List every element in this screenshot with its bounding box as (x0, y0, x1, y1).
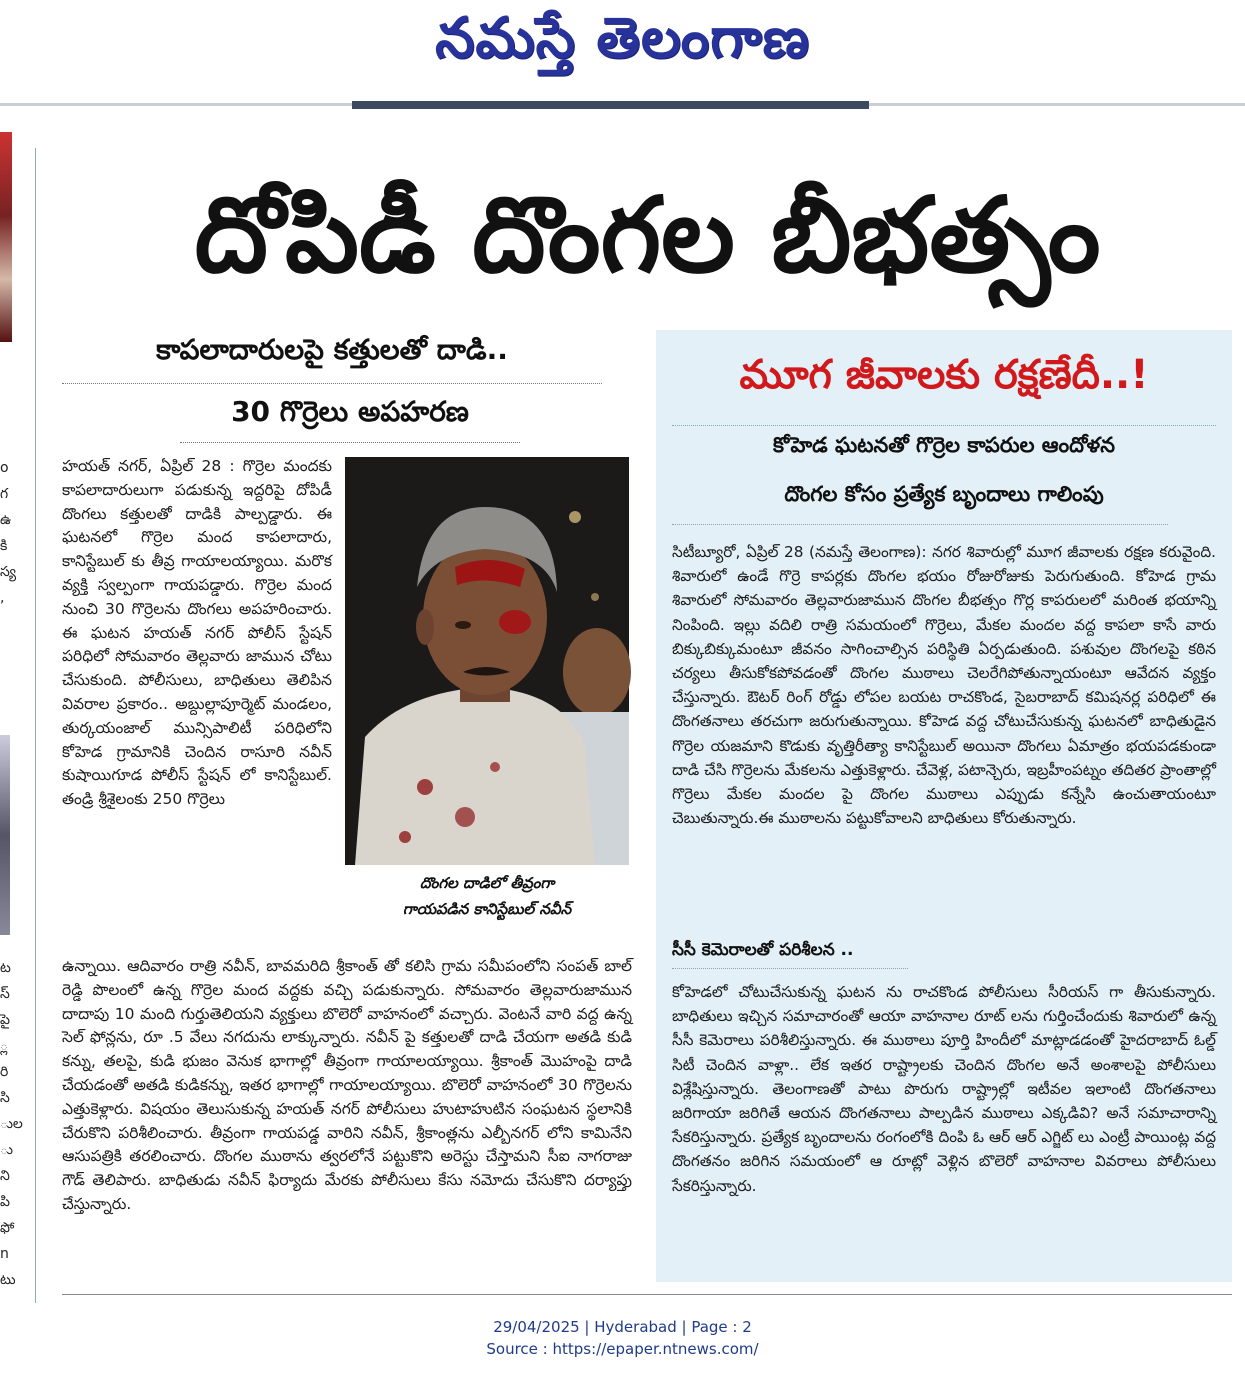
photo-caption-line: దొంగల దాడిలో తీవ్రంగా (419, 874, 555, 892)
newspaper-logo: నమస్తే తెలంగాణ (435, 6, 810, 71)
page-bottom-divider (62, 1294, 1232, 1295)
masthead (0, 0, 1245, 100)
sidebar-paragraph: కోహెడలో చోటుచేసుకున్న ఘటన ను రాచకొండ పోలీసులు సీరియస్ గా తీసుకున్నారు. బాధితులు ఇచ్చిన సమాచారంతో ఆయా వాహనాల రూట్ లను గుర్తించేందుకు శివారులో ఉన్న సీసీ కెమెరాలు పరిశీలిస్తున్నారు. ఈ ముఠాలు పూర్తి హిందీలో మాట్లాడడంతో హైదరాబాద్ ఓల్డ్ సిటీ చెందిన వాళ్లా.. లేక ఇతర రాష్ట్రాలకు చెందిన దొంగల అనే అంశాలపై పోలీసులు విశ్లేషిస్తున్నారు. తెలంగాణతో పాటు పొరుగు రాష్ట్రాల్లో ఇటీవల ఇలాంటి దొంగతనాలు జరిగాయా జరిగితే ఆయన దొంగతనాలు పాల్పడిన ముఠాలు ఎక్కడివి? అనే సమాచారాన్ని సేకరిస్తున్నారు. ప్రత్యేక బృందాలను రంగంలోకి దింపి ఓ ఆర్ ఆర్ ఎగ్జిట్ లు ఎంట్రీ పాయింట్ల వద్ద దొంగతనం జరిగిన సమయంలో ఆ రూట్లో వెళ్లిన బొలెరో వాహనాల వివరాలు పోలీసులు సేకరిస్తున్నారు. (672, 983, 1216, 1195)
divider (672, 425, 1216, 427)
article-body-column: హయత్ నగర్, ఏప్రిల్ 28 : గొర్రెల మందకు కాపలాదారులుగా పడుకున్న ఇద్దరిపై దోపిడీ దొంగలు కత్తులతో దాడికి పాల్పడ్డారు. ఈ ఘటనలో గొర్రెల మంద కాపలాదారు, కానిస్టేబుల్ కు తీవ్ర గాయాలయ్యాయి. మరొక వ్యక్తి స్వల్పంగా గాయపడ్డారు. గొర్రెల మంద నుంచి 30 గొర్రెలను దొంగలు అపహరించారు. ఈ ఘటన హయత్ నగర్ పోలీస్ స్టేషన్ పరిధిలో సోమవారం తెల్లవారు జామున చోటు చేసుకుంది. పోలీసులు, బాధితులు తెలిపిన వివరాల ప్రకారం.. అబ్దుల్లాపూర్మెట్ మండలం, తుర్కయంజాల్ మున్సిపాలిటీ పరిధిలోని కోహెడ గ్రామానికి చెందిన రాసూరి నవీన్ కుషాయిగూడ పోలీస్ స్టేషన్ లో కానిస్టేబుల్. తండ్రి శ్రీశైలంకు 250 గొర్రెలు (62, 457, 332, 809)
article-headline: దోపిడీ దొంగల బీభత్సం (194, 174, 1101, 296)
column-divider (35, 148, 36, 1303)
article-subheadline: కాపలాదారులపై కత్తులతో దాడి.. (156, 333, 508, 366)
divider (672, 968, 908, 970)
footer-source-link[interactable]: Source : https://epaper.ntnews.com/ (486, 1340, 759, 1358)
divider (180, 442, 520, 444)
article-body-continued: ఉన్నాయి. ఆదివారం రాత్రి నవీన్, బావమరిది శ్రీకాంత్ తో కలిసి గ్రామ సమీపంలోని సంపత్ బాల్ రెడ్డి పొలంలో ఉన్న గొర్రెల మంద వద్దకు వచ్చి పడుకున్నారు. సోమవారం తెల్లవారుజామున దాదాపు 10 మంది గుర్తుతెలియని వ్యక్తులు బొలెరో వాహనంలో వచ్చారు. వెంటనే వారి వద్ద ఉన్న సెల్ ఫోన్లను, రూ .5 వేలు నగదును లాక్కున్నారు. నవీన్ పై కత్తులతో దాడి చేయగా అతడి కుడి కన్ను, తలపై, కుడి భుజం వెనుక భాగాల్లో తీవ్రంగా గాయాలయ్యాయి. శ్రీకాంత్ మొహంపై దాడి చేయడంతో అతడి కుడికన్ను, ఇతర భాగాల్లో గాయాలయ్యాయి. బొలెరో వాహనంలో 30 గొర్రెలను ఎత్తుకెళ్లారు. విషయం తెలుసుకున్న హయత్ నగర్ పోలీసులు హుటాహుటిన సంఘటన స్థలానికి చేరుకొని పరిశీలించారు. తీవ్రంగా గాయపడ్డ వారిని నవీన్, శ్రీకాంత్లను ఎల్బీనగర్ లోని కామినేని ఆసుపత్రికి తరలించారు. దొంగల ముఠాను త్వరలోనే పట్టుకొని అరెస్టు చేస్తామని సీఐ నాగరాజు గౌడ్ తెలిపారు. బాధితుడు నవీన్ ఫిర్యాదు మేరకు పోలీసులు కేసు నమోదు చేసుకొని దర్యాప్తు చేస్తున్నారు. (62, 957, 632, 1213)
sidebar-section-heading: సీసీ కెమెరాలతో పరిశీలన .. (672, 940, 854, 960)
footer-date-page: 29/04/2025 | Hyderabad | Page : 2 (493, 1318, 752, 1336)
photo-caption (345, 870, 629, 922)
sidebar-paragraph: సిటీబ్యూరో, ఏప్రిల్ 28 (నమస్తే తెలంగాణ): నగర శివారుల్లో మూగ జీవాలకు రక్షణ కరువైంది. శివారులో ఉండే గొర్రె కాపర్లకు దొంగల భయం రోజురోజుకు పెరుగుతుంది. కోహెడ గ్రామ శివారులో సోమవారం తెల్లవారుజామున దొంగల బీభత్సం గొర్ల కాపరులలో మరింత భయాన్ని నింపింది. ఇల్లు వదిలి రాత్రి సమయంలో గొర్రెలు, మేకల మందల వద్ద కాపలా కాసే వారు బిక్కుబిక్కుమంటూ జీవనం సాగించాల్సిన పరిస్థితి ఏర్పడుతుంది. పశువుల దొంగలపై కఠిన చర్యలు తీసుకోకపోవడంతో దొంగల ముఠాలు చెలరేగిపోతున్నాయంటూ ఆవేదన వ్యక్తం చేస్తున్నారు. ఔటర్ రింగ్ రోడ్డు లోపల బయట రాచకొండ, సైబరాబాద్ కమిషనర్ల పరిధిలో ఈ దొంగతనాలు తరచుగా జరుగుతున్నాయి. కోహెడ వద్ద చోటుచేసుకున్న ఘటనలో బాధితుడైన గొర్రెల యజమాని కొడుకు వృత్తిరీత్యా కానిస్టేబుల్ అయినా దొంగలు ఏమాత్రం భయపడకుండా దాడి చేసి గొర్రెలను మేకలను ఎత్తుకెళ్లారు. చేవెళ్ల, పటాన్చెరు, ఇబ్రహీంపట్నం తదితర ప్రాంతాల్లో గొర్రెలు మేకల మందల పై దొంగల ముఠాలు ఎప్పుడు కన్నేసి ఉంచుతాయంటూ చెబుతున్నారు.ఈ ముఠాలను పట్టుకోవాలని బాధితులు కోరుతున్నారు. (672, 543, 1216, 828)
adjacent-photo-fragment (0, 132, 12, 342)
adjacent-text-fragment: o గ ఉ కి స్య , (0, 460, 17, 606)
masthead-accent-bar (352, 101, 869, 109)
sidebar-subheadline: కోహెడ ఘటనతో గొర్రెల కాపరుల ఆందోళన (773, 433, 1115, 457)
divider (62, 383, 602, 385)
divider (672, 524, 1168, 526)
article-subheadline: 30 గొర్రెలు అపహరణ (231, 395, 469, 428)
sidebar-headline: మూగ జీవాలకు రక్షణేదీ..! (739, 352, 1149, 398)
photo-caption-line: గాయపడిన కానిస్టేబుల్ నవీన్ (402, 900, 572, 918)
news-photo (345, 457, 629, 865)
adjacent-text-fragment: ట స్ పై ్ల రి సి ుల ు ని పి ఫో n టు (0, 960, 23, 1288)
injured-constable-photo (345, 457, 629, 865)
adjacent-photo-fragment (0, 735, 10, 935)
sidebar-subheadline: దొంగల కోసం ప్రత్యేక బృందాలు గాలింపు (784, 482, 1104, 506)
